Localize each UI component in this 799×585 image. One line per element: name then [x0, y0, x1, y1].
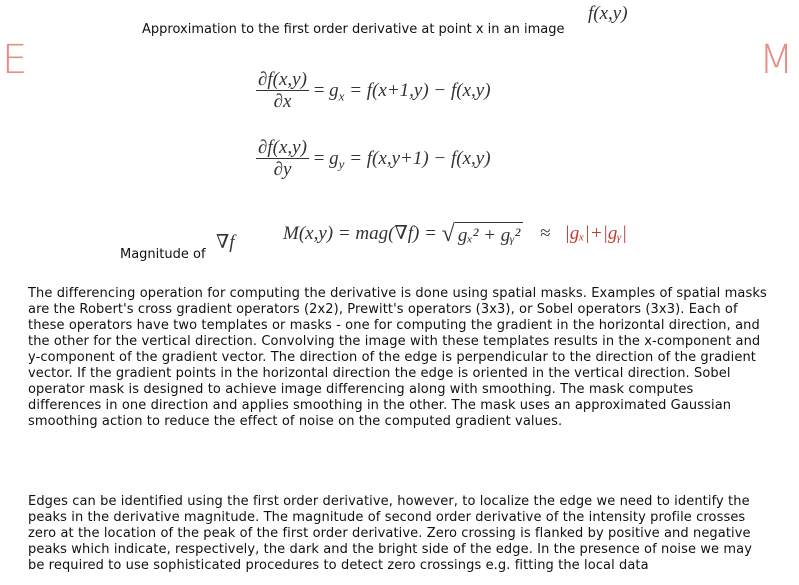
magnitude-lhs: M(x,y) = mag(∇f) =: [283, 222, 442, 244]
gx-rhs-suffix: = f(x+1,y) − f(x,y): [344, 79, 491, 101]
gy-sub: y: [338, 156, 345, 172]
magnitude-rhs: |gₓ|+|gᵧ|: [564, 222, 628, 244]
approx-symbol: ≈: [540, 222, 551, 244]
paragraph-2: Edges can be identified using the first order derivative, however, to localize the edge we need to identify the peaks in the derivative magnitude. The magnitude of second order derivative of the intensity profile crosses zero at the location of the peak of the first order derivative. Zero crossing is flanked by positive and negative peaks which indicate, respectively, the dark and the bright side of the edge. In the presence of noise we may be required to use sophisticated procedures to detect zero crossings e.g. fitting the local data: [28, 494, 753, 573]
gy-denominator: ∂y: [273, 159, 292, 180]
gx-numerator: ∂f(x,y): [258, 69, 307, 90]
magnitude-equation: [283, 221, 627, 248]
sqrt-content: gₓ² + gᵧ²: [455, 222, 524, 247]
edge-letter-right: M: [759, 37, 794, 83]
gx-denominator: ∂x: [273, 91, 292, 112]
equation-gy: [256, 138, 491, 181]
gy-numerator: ∂f(x,y): [258, 137, 307, 158]
gx-rhs-prefix: =: [313, 79, 330, 101]
intro-fxy: f(x,y): [588, 3, 628, 24]
gx-fraction: [256, 70, 309, 113]
paragraph-1: The differencing operation for computing the derivative is done using spatial masks. Examples of spatial masks are the Robert's cross gradient operators (2x2), Prewitt's operators (3x3), or Sobel operators (3x3). Each of these operators have two templates or masks - one for computing the gradient in the horizontal direction, and the other for the vertical direction. Convolving the image with these templates results in the x-component and y-component of the gradient vector. The direction of the edge is perpendicular to the direction of the gradient vector. If the gradient points in the horizontal direction the edge is oriented in the vertical direction. Sobel operator mask is designed to achieve image differencing along with smoothing. The mask computes differences in one direction and applies smoothing in the other. The mask uses an approximated Gaussian smoothing action to reduce the effect of noise on the computed gradient values.: [28, 286, 767, 429]
gy-g: g: [329, 147, 339, 169]
equation-gx: [256, 70, 491, 113]
intro-text: Approximation to the first order derivative at point x in an image: [142, 22, 565, 37]
sqrt-group: [442, 221, 524, 248]
edge-letter-left: E: [2, 37, 28, 83]
gy-rhs-suffix: = f(x,y+1) − f(x,y): [344, 147, 491, 169]
gy-rhs-prefix: =: [313, 147, 330, 169]
sqrt-sign-icon: √: [441, 221, 455, 247]
magnitude-nabla-f: ∇f: [216, 232, 235, 253]
magnitude-label: Magnitude of: [120, 247, 206, 262]
gx-sub: x: [338, 88, 345, 104]
gx-g: g: [329, 79, 339, 101]
gy-fraction: [256, 138, 309, 181]
